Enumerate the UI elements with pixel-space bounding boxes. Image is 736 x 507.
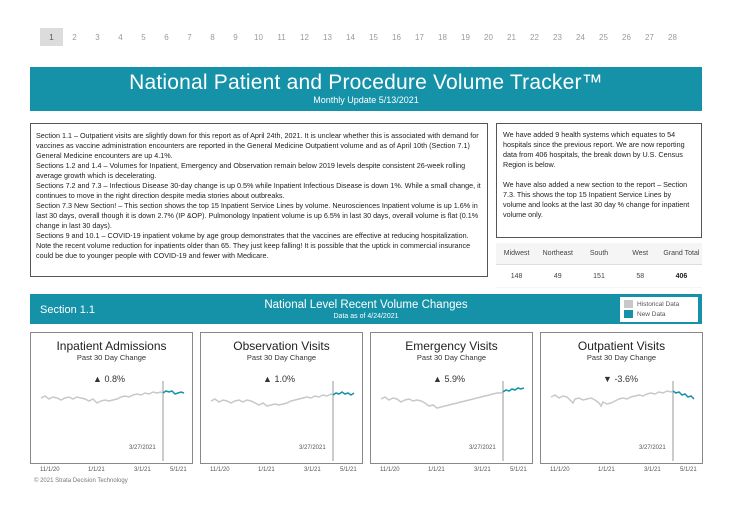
card-title: Inpatient Admissions <box>56 339 167 353</box>
commentary-box <box>30 123 488 277</box>
change-arrow-icon: ▲ <box>263 374 272 384</box>
historical-line <box>551 391 673 406</box>
x-tick-label: 5/1/21 <box>510 467 527 473</box>
new-data-line <box>333 392 354 395</box>
page-14-button[interactable]: 14 <box>346 32 355 42</box>
region-table-row <box>496 265 702 287</box>
x-tick-label: 11/1/20 <box>550 467 570 473</box>
copyright-footer: © 2021 Strata Decision Technology <box>34 478 128 484</box>
page-23-button[interactable]: 23 <box>553 32 562 42</box>
x-axis <box>30 467 193 477</box>
page-2-button[interactable]: 2 <box>72 32 77 42</box>
header-cell: West <box>632 250 649 257</box>
page-24-button[interactable]: 24 <box>576 32 585 42</box>
page-22-button[interactable]: 22 <box>530 32 539 42</box>
page-3-button[interactable]: 3 <box>95 32 100 42</box>
change-arrow-icon: ▲ <box>93 374 102 384</box>
page-25-button[interactable]: 25 <box>599 32 608 42</box>
new-data-line <box>673 391 694 399</box>
page-10-button[interactable]: 10 <box>254 32 263 42</box>
header-cell: Midwest <box>503 250 530 257</box>
value-cell: 49 <box>553 272 562 280</box>
x-tick-label: 11/1/20 <box>210 467 230 473</box>
x-tick-label: 3/1/21 <box>134 467 151 473</box>
page-21-button[interactable]: 21 <box>507 32 516 42</box>
x-tick-label: 5/1/21 <box>680 467 697 473</box>
page-9-button[interactable]: 9 <box>233 32 238 42</box>
historical-line <box>381 392 503 408</box>
historical-line <box>211 394 333 406</box>
reference-date-label: 3/27/2021 <box>299 445 326 451</box>
page-16-button[interactable]: 16 <box>392 32 401 42</box>
sparkline-chart <box>371 333 534 465</box>
report-title: National Patient and Procedure Volume Tracker™ <box>129 71 603 94</box>
card-subtitle: Past 30 Day Change <box>416 353 487 362</box>
x-axis <box>540 467 703 477</box>
new-data-line <box>163 391 184 394</box>
page-26-button[interactable]: 26 <box>622 32 631 42</box>
legend-item-historical <box>624 299 694 309</box>
change-arrow-icon: ▲ <box>433 374 442 384</box>
region-table <box>496 243 702 288</box>
legend-label: Historical Data <box>637 300 680 308</box>
change-percent: 5.9% <box>444 374 465 384</box>
x-tick-label: 3/1/21 <box>304 467 321 473</box>
x-tick-label: 1/1/21 <box>88 467 105 473</box>
legend-label: New Data <box>637 310 666 318</box>
legend-swatch <box>624 300 633 308</box>
section-label: Section 1.1 <box>40 304 96 316</box>
page-13-button[interactable]: 13 <box>323 32 332 42</box>
reference-date-label: 3/27/2021 <box>469 445 496 451</box>
legend-swatch <box>624 310 633 318</box>
grand-total-cell: 406 <box>675 272 688 280</box>
section-title: National Level Recent Volume Changes <box>264 299 468 311</box>
sparkline-chart <box>201 333 364 465</box>
section-header <box>30 294 702 324</box>
note-paragraph: Sections 7.2 and 7.3 – Infectious Disease 30-day change is up 0.5% while Inpatient Infectious Disease is down 1%. While a small change, it continues to move in the right direction despite media stories about outbreaks. <box>36 181 481 200</box>
legend-item-new <box>624 309 694 319</box>
value-cell: 148 <box>510 272 523 280</box>
page-15-button[interactable]: 15 <box>369 32 378 42</box>
region-table-header <box>496 243 702 265</box>
update-note-paragraph: We have also added a new section to the report – Section 7.3. This shows the top 15 Inpatient Service Lines by volume and looks at the last 30 day % change for inpatient volume only. <box>503 180 690 219</box>
historical-line <box>41 392 163 403</box>
change-percent: 1.0% <box>274 374 295 384</box>
card-title: Outpatient Visits <box>577 339 666 353</box>
reference-date-label: 3/27/2021 <box>639 445 666 451</box>
x-tick-label: 3/1/21 <box>644 467 661 473</box>
card-title: Emergency Visits <box>405 339 498 353</box>
section-subtitle: Data as of 4/24/2021 <box>333 313 399 320</box>
card-observation-visits[interactable] <box>200 332 363 464</box>
reference-date-label: 3/27/2021 <box>129 445 156 451</box>
page-8-button[interactable]: 8 <box>210 32 215 42</box>
card-subtitle: Past 30 Day Change <box>76 353 147 362</box>
card-subtitle: Past 30 Day Change <box>246 353 317 362</box>
legend <box>620 297 698 322</box>
card-outpatient-visits[interactable] <box>540 332 703 464</box>
card-emergency-visits[interactable] <box>370 332 533 464</box>
sparkline-chart <box>541 333 704 465</box>
change-percent: -3.6% <box>614 374 638 384</box>
page-navigator <box>40 28 684 46</box>
update-note-box <box>496 123 702 238</box>
x-tick-label: 5/1/21 <box>340 467 357 473</box>
page-6-button[interactable]: 6 <box>164 32 169 42</box>
x-tick-label: 1/1/21 <box>258 467 275 473</box>
header-cell: Northeast <box>542 250 573 257</box>
page-1-button[interactable]: 1 <box>40 28 63 46</box>
x-tick-label: 5/1/21 <box>170 467 187 473</box>
x-tick-label: 1/1/21 <box>598 467 615 473</box>
card-title: Observation Visits <box>233 339 330 353</box>
new-data-line <box>503 388 524 392</box>
x-tick-label: 1/1/21 <box>428 467 445 473</box>
change-arrow-icon: ▼ <box>603 374 612 384</box>
page-18-button[interactable]: 18 <box>438 32 447 42</box>
page-12-button[interactable]: 12 <box>300 32 309 42</box>
x-axis <box>370 467 533 477</box>
page-4-button[interactable]: 4 <box>118 32 123 42</box>
sparkline-chart <box>31 333 194 465</box>
change-percent: 0.8% <box>104 374 125 384</box>
page-5-button[interactable]: 5 <box>141 32 146 42</box>
update-note-paragraph: We have added 9 health systems which equates to 54 hospitals since the previous report. We are now reporting data from 406 hospitals, the break down by U.S. Census Region is below. <box>503 130 685 169</box>
note-paragraph: Section 1.1 – Outpatient visits are slightly down for this report as of April 24th, 2021. It is unclear whether this is associated with demand for vaccines as vaccine administration encounters are reported in the General Medicine Outpatient volume and as of April 10th (Section 7.1) General Medicine encounters are up 4.1%. <box>36 131 479 160</box>
value-cell: 58 <box>636 272 645 280</box>
page-11-button[interactable]: 11 <box>277 32 286 42</box>
report-banner <box>30 67 702 111</box>
header-cell: South <box>589 250 609 257</box>
x-tick-label: 11/1/20 <box>380 467 400 473</box>
value-cell: 151 <box>593 272 605 280</box>
page-19-button[interactable]: 19 <box>461 32 470 42</box>
note-paragraph: Section 7.3 New Section! – This section shows the top 15 Inpatient Service Lines by volume. Neurosciences Inpatient volume is up 1.6% in last 30 days, overall though it is down 2.7% (IP &OP). Pulmonology Inpatient volume is up 6.5% in last 30 days, overall volume is flat (0.1% change in last 30 days). <box>36 201 479 230</box>
card-inpatient-admissions[interactable] <box>30 332 193 464</box>
report-subtitle: Monthly Update 5/13/2021 <box>313 95 419 105</box>
page-7-button[interactable]: 7 <box>187 32 192 42</box>
page-20-button[interactable]: 20 <box>484 32 493 42</box>
x-tick-label: 11/1/20 <box>40 467 60 473</box>
note-paragraph: Sections 1.2 and 1.4 – Volumes for Inpatient, Emergency and Observation remain below 2019 levels despite consistent 26-week rolling average growth which is decelerating. <box>36 161 466 180</box>
card-subtitle: Past 30 Day Change <box>586 353 657 362</box>
x-axis <box>200 467 363 477</box>
header-cell: Grand Total <box>663 250 700 257</box>
page-27-button[interactable]: 27 <box>645 32 654 42</box>
page-28-button[interactable]: 28 <box>668 32 677 42</box>
page-17-button[interactable]: 17 <box>415 32 424 42</box>
note-paragraph: Sections 9 and 10.1 – COVID-19 inpatient volume by age group demonstrates that the vaccines are effective at reducing hospitalization. Note the recent volume reduction for inpatients older than 65. They just keep falling! It is possible that the uptick in commercial insurance could be due to younger people with COVID-19 and fewer with Medicare. <box>36 231 471 260</box>
x-tick-label: 3/1/21 <box>474 467 491 473</box>
